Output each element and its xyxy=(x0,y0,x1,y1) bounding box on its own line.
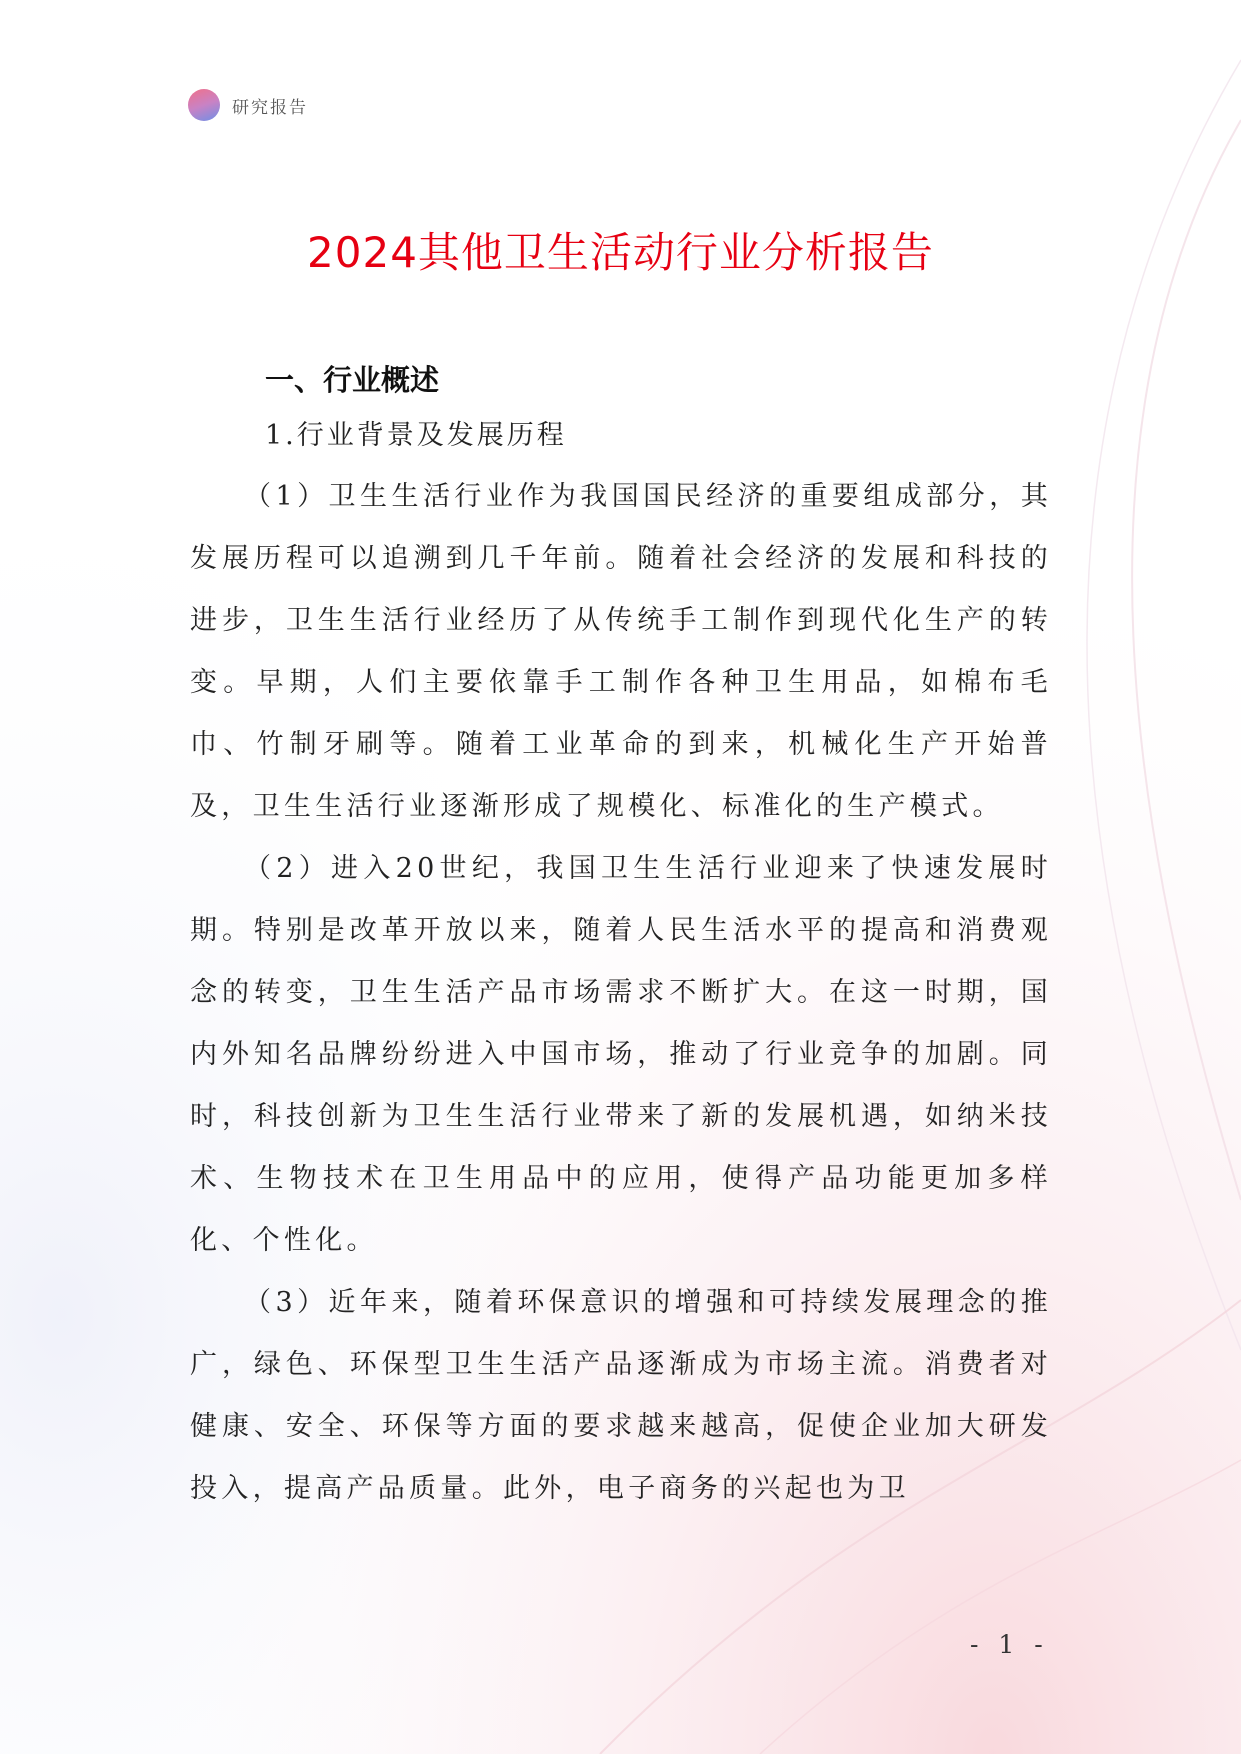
sub-heading: 1.行业背景及发展历程 xyxy=(265,420,567,451)
brand-logo-icon xyxy=(188,89,220,121)
paragraph-1: （1）卫生生活行业作为我国国民经济的重要组成部分，其发展历程可以追溯到几千年前。随着社会经济的发展和科技的进步，卫生生活行业经历了从传统手工制作到现代化生产的转变。早期，人们主要依靠手工制作各种卫生用品，如棉布毛巾、竹制牙刷等。随着工业革命的到来，机械化生产开始普及，卫生生活行业逐渐形成了规模化、标准化的生产模式。 xyxy=(190,481,1052,822)
paragraph-3: （3）近年来，随着环保意识的增强和可持续发展理念的推广，绿色、环保型卫生生活产品逐渐成为市场主流。消费者对健康、安全、环保等方面的要求越来越高，促使企业加大研发投入，提高产品质量。此外，电子商务的兴起也为卫 xyxy=(190,1287,1052,1504)
paragraph-2: （2）进入20世纪，我国卫生生活行业迎来了快速发展时期。特别是改革开放以来，随着人民生活水平的提高和消费观念的转变，卫生生活产品市场需求不断扩大。在这一时期，国内外知名品牌纷纷进入中国市场，推动了行业竞争的加剧。同时，科技创新为卫生生活行业带来了新的发展机遇，如纳米技术、生物技术在卫生用品中的应用，使得产品功能更加多样化、个性化。 xyxy=(190,853,1052,1256)
document-body xyxy=(190,356,1052,1520)
header-brand xyxy=(188,88,308,122)
page-number: - 1 - xyxy=(970,1630,1049,1659)
brand-label: 研究报告 xyxy=(232,97,308,118)
document-title: 2024其他卫生活动行业分析报告 xyxy=(307,228,934,277)
section-heading: 一、行业概述 xyxy=(265,363,440,397)
